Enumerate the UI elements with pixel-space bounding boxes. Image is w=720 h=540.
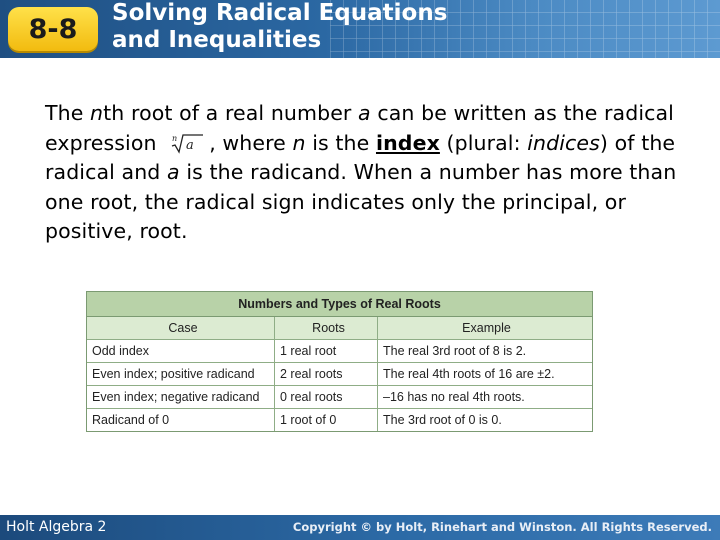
- roots-table: [86, 291, 593, 432]
- vocab-term-index: index: [375, 130, 440, 155]
- lesson-title-line1: Solving Radical Equations: [112, 0, 448, 26]
- table-header-row: [87, 317, 592, 340]
- header-example: Example: [462, 321, 511, 335]
- cell-roots: 1 real root: [275, 340, 378, 362]
- text-run: th root of a real number: [103, 101, 359, 125]
- text-run: The: [45, 101, 91, 125]
- slide-header: [0, 0, 720, 58]
- cell-example: The 3rd root of 0 is 0.: [383, 413, 502, 427]
- text-run: (plural:: [439, 130, 528, 155]
- table-row: [87, 363, 592, 386]
- lesson-badge: [8, 7, 98, 51]
- header-roots: Roots: [275, 317, 378, 339]
- slide-footer: [0, 515, 720, 540]
- header-case: Case: [87, 317, 275, 339]
- cell-roots: 1 root of 0: [275, 409, 378, 431]
- radical-radicand: a: [186, 137, 195, 153]
- italic-indices: indices: [527, 130, 600, 155]
- nth-root-icon: [169, 132, 205, 154]
- table-row: [87, 386, 592, 409]
- definition-paragraph: [45, 99, 705, 247]
- cell-roots: 0 real roots: [275, 386, 378, 408]
- table-row: [87, 340, 592, 363]
- radical-index: n: [172, 133, 178, 143]
- cell-case: Radicand of 0: [87, 409, 275, 431]
- footer-course: Holt Algebra 2: [6, 519, 107, 535]
- lesson-number: 8-8: [28, 13, 78, 45]
- text-run: is the: [305, 130, 376, 155]
- text-run: can be written as the radical expression: [45, 101, 674, 155]
- cell-example: The real 3rd root of 8 is 2.: [383, 344, 527, 358]
- cell-example: –16 has no real 4th roots.: [383, 390, 525, 404]
- cell-case: Even index; positive radicand: [87, 363, 275, 385]
- text-run: is the radicand. When a number has more than one root, the radical sign indicates only the principal, or positive, root.: [45, 160, 677, 243]
- cell-example: The real 4th roots of 16 are ±2.: [383, 367, 555, 381]
- lesson-title: [112, 0, 447, 54]
- italic-a: a: [358, 101, 371, 125]
- italic-a: a: [167, 160, 180, 184]
- lesson-title-line2: and Inequalities: [112, 27, 322, 53]
- cell-roots: 2 real roots: [275, 363, 378, 385]
- table-caption: Numbers and Types of Real Roots: [87, 292, 592, 317]
- italic-n: n: [90, 101, 104, 125]
- cell-case: Even index; negative radicand: [87, 386, 275, 408]
- table-row: [87, 409, 592, 431]
- cell-case: Odd index: [87, 340, 275, 362]
- text-run: , where: [209, 130, 293, 155]
- text-run: ) of the radical and: [45, 130, 676, 184]
- italic-n: n: [292, 130, 306, 155]
- footer-copyright: Copyright © by Holt, Rinehart and Winston. All Rights Reserved.: [292, 520, 712, 534]
